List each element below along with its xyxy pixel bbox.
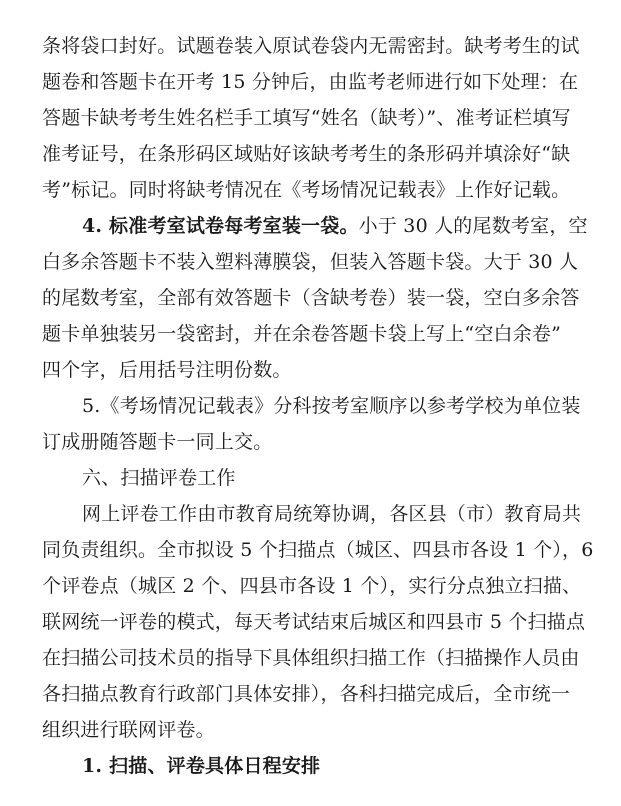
section-heading-inline: 4. 标准考室试卷每考室装一袋。 [82,215,359,237]
paragraph-line: 订成册随答题卡一同上交。 [42,431,273,453]
paragraph-line: 在扫描公司技术员的指导下具体组织扫描工作（扫描操作人员由 [42,647,580,669]
paragraph-line: 个评卷点（城区 2 个、四县市各设 1 个），实行分点独立扫描、 [42,575,582,597]
paragraph-text: 小于 30 人的尾数考室，空 [358,215,588,237]
paragraph-line: 四个字，后用括号注明份数。 [42,359,292,381]
paragraph-line: 题卡单独装另一袋密封，并在余卷答题卡袋上写上“空白余卷” [42,323,562,345]
paragraph-line: 网上评卷工作由市教育局统筹协调，各区县（市）教育局共 [82,503,582,525]
paragraph-line [82,214,588,238]
paragraph-line: 5.《考场情况记载表》分科按考室顺序以参考学校为单位装 [82,395,581,417]
paragraph-line: 白多余答题卡不装入塑料薄膜袋，但装入答题卡袋。大于 30 人 [42,251,579,273]
paragraph-line: 组织进行联网评卷。 [42,719,215,741]
paragraph-line: 题卷和答题卡在开考 15 分钟后，由监考老师进行如下处理：在 [42,71,579,93]
paragraph-line: 联网统一评卷的模式，每天考试结束后城区和四县市 5 个扫描点 [42,611,586,633]
subsection-heading: 1. 扫描、评卷具体日程安排 [82,755,321,777]
paragraph-line: 考”标记。同时将缺考情况在《考场情况记载表》上作好记载。 [42,179,571,201]
paragraph-line: 答题卡缺考考生姓名栏手工填写“姓名（缺考）”、准考证栏填写 [42,107,571,129]
section-heading: 六、扫描评卷工作 [82,467,236,489]
paragraph-line: 准考证号，在条形码区域贴好该缺考考生的条形码并填涂好“缺 [42,143,571,165]
paragraph-line: 同负责组织。全市拟设 5 个扫描点（城区、四县市各设 1 个），6 [42,539,594,561]
paragraph-line: 条将袋口封好。试题卷装入原试卷袋内无需密封。缺考考生的试 [42,35,580,57]
paragraph-line: 的尾数考室，全部有效答题卡（含缺考卷）装一袋，空白多余答 [42,287,580,309]
paragraph-line: 各扫描点教育行政部门具体安排），各科扫描完成后，全市统一 [42,683,571,705]
